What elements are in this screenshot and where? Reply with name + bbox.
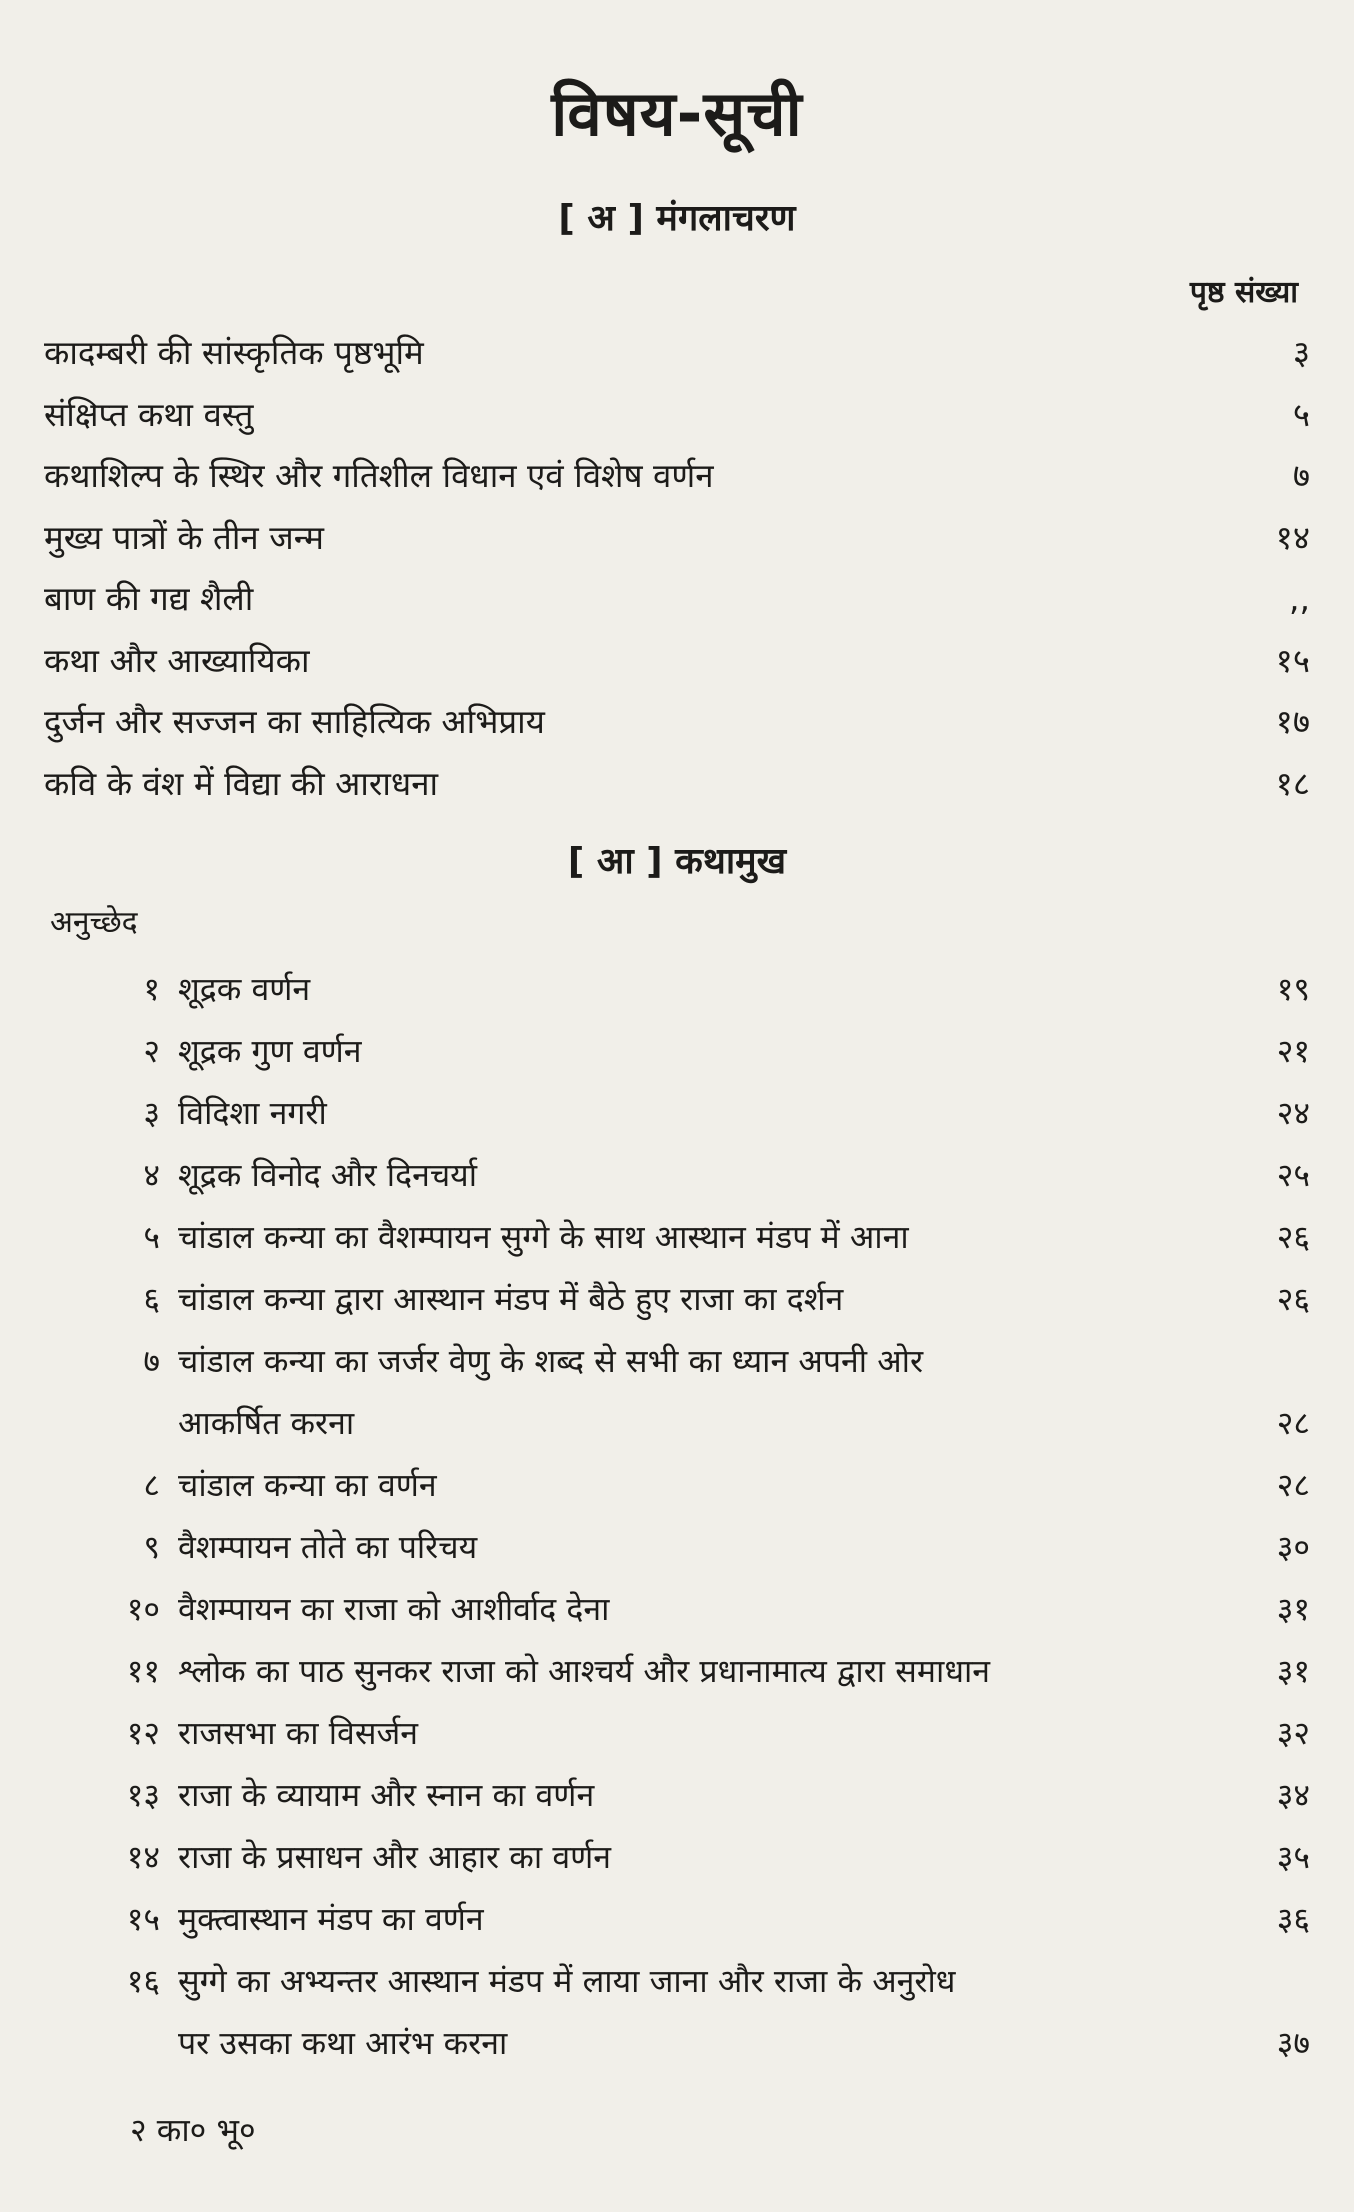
toc-paragraph-entry: [0, 1332, 1354, 1390]
paragraph-number: ८: [143, 1466, 160, 1504]
toc-entry-page: ७: [1292, 456, 1310, 495]
toc-entry-page: १९: [1276, 970, 1310, 1008]
toc-paragraph-entry: [0, 1456, 1354, 1514]
toc-paragraph-entry: [0, 1022, 1354, 1080]
toc-entry-page: ,,: [1289, 579, 1310, 618]
toc-paragraph-entry: [0, 1146, 1354, 1204]
toc-entry-page: ३४: [1276, 1776, 1310, 1814]
toc-entry-label: राजा के प्रसाधन और आहार का वर्णन: [178, 1838, 612, 1876]
toc-entry: [44, 387, 1310, 443]
toc-paragraph-entry: [0, 1890, 1354, 1948]
toc-entry-page: ३६: [1276, 1900, 1310, 1938]
toc-paragraph-entry: [0, 1084, 1354, 1142]
paragraph-number: ३: [143, 1094, 160, 1132]
paragraph-number: ७: [143, 1342, 160, 1380]
toc-entry-page: १७: [1275, 702, 1310, 741]
toc-entry: [44, 571, 1310, 627]
toc-entry-page: २८: [1276, 1404, 1310, 1442]
toc-paragraph-entry: [0, 1518, 1354, 1576]
toc-entry-page: १५: [1275, 640, 1310, 680]
toc-entry-page: २६: [1276, 1280, 1310, 1318]
toc-entry-label: दुर्जन और सज्जन का साहित्यिक अभिप्राय: [44, 702, 545, 741]
toc-entry-label: वैशम्पायन तोते का परिचय: [178, 1528, 478, 1566]
toc-paragraph-entry: [0, 1642, 1354, 1700]
toc-paragraph-entry: [0, 1580, 1354, 1638]
toc-paragraph-entry: [0, 1270, 1354, 1328]
page-title: विषय-सूची: [551, 77, 803, 150]
toc-entry: [44, 633, 1310, 689]
toc-entry-page: ३५: [1276, 1838, 1310, 1876]
toc-entry: [44, 694, 1310, 750]
toc-entry-label: कथा और आख्यायिका: [44, 640, 310, 680]
paragraph-number: ५: [143, 1218, 160, 1256]
toc-entry-label: चांडाल कन्या द्वारा आस्थान मंडप में बैठे हुए राजा का दर्शन: [178, 1280, 844, 1318]
toc-paragraph-entry: [0, 1828, 1354, 1886]
toc-entry-label: शूद्रक वर्णन: [178, 970, 311, 1008]
toc-entry-label: कवि के वंश में विद्या की आराधना: [44, 763, 439, 803]
anuchhed-label: अनुच्छेद: [50, 905, 138, 940]
page-number-heading: पृष्ठ संख्या: [1189, 275, 1298, 310]
toc-entry-label: विदिशा नगरी: [178, 1094, 327, 1132]
toc-entry-page: १४: [1275, 517, 1310, 557]
paragraph-number: १३: [126, 1776, 160, 1814]
toc-entry-label: श्लोक का पाठ सुनकर राजा को आश्चर्य और प्रधानामात्य द्वारा समाधान: [178, 1652, 991, 1690]
toc-entry-page: ३०: [1276, 1528, 1310, 1566]
toc-entry-label: शूद्रक विनोद और दिनचर्या: [178, 1156, 477, 1194]
toc-entry: [44, 325, 1310, 381]
toc-entry-label: राजा के व्यायाम और स्नान का वर्णन: [178, 1776, 595, 1814]
toc-paragraph-entry: [0, 960, 1354, 1018]
toc-entry-page: ३२: [1276, 1714, 1310, 1752]
toc-entry: [44, 510, 1310, 566]
toc-entry-page: २४: [1276, 1094, 1310, 1132]
toc-entry-page: ५: [1292, 394, 1310, 434]
toc-entry-label: सुग्गे का अभ्यन्तर आस्थान मंडप में लाया जाना और राजा के अनुरोध: [178, 1962, 956, 2000]
toc-entry-label: संक्षिप्त कथा वस्तु: [44, 394, 254, 434]
paragraph-number: १: [143, 970, 160, 1008]
toc-entry-page: ३: [1292, 333, 1310, 372]
paragraph-number: २: [143, 1032, 160, 1070]
toc-entry-page: २१: [1276, 1032, 1310, 1070]
toc-paragraph-entry: [0, 2014, 1354, 2072]
toc-entry-label: राजसभा का विसर्जन: [178, 1714, 418, 1752]
toc-paragraph-entry: [0, 1952, 1354, 2010]
toc-entry-label: कथाशिल्प के स्थिर और गतिशील विधान एवं विशेष वर्णन: [44, 456, 714, 495]
toc-entry-label: चांडाल कन्या का जर्जर वेणु के शब्द से सभी का ध्यान अपनी ओर: [178, 1342, 924, 1380]
toc-entry-page: १८: [1275, 763, 1310, 803]
paragraph-number: १६: [126, 1962, 160, 2000]
section-aa-heading: [ आ ] कथामुख: [567, 841, 787, 882]
toc-entry-page: २५: [1276, 1156, 1310, 1194]
toc-entry-label: बाण की गद्य शैली: [44, 579, 254, 618]
toc-entry-label: मुख्य पात्रों के तीन जन्म: [44, 517, 324, 557]
toc-entry: [44, 448, 1310, 504]
toc-paragraph-entry: [0, 1394, 1354, 1452]
toc-entry-label: शूद्रक गुण वर्णन: [178, 1032, 362, 1070]
paragraph-number: ४: [143, 1156, 160, 1194]
toc-entry-label: वैशम्पायन का राजा को आशीर्वाद देना: [178, 1590, 610, 1628]
toc-entry-page: २६: [1276, 1218, 1310, 1256]
toc-entry-label: मुक्त्वास्थान मंडप का वर्णन: [178, 1900, 484, 1938]
toc-paragraph-entry: [0, 1704, 1354, 1762]
toc-paragraph-entry: [0, 1766, 1354, 1824]
toc-entry-label: पर उसका कथा आरंभ करना: [178, 2024, 508, 2062]
toc-entry-label: चांडाल कन्या का वर्णन: [178, 1466, 437, 1504]
section-a-heading: [ अ ] मंगलाचरण: [558, 198, 796, 239]
toc-entry-page: ३७: [1276, 2024, 1310, 2062]
paragraph-number: ९: [143, 1528, 160, 1566]
paragraph-number: १५: [126, 1900, 160, 1938]
paragraph-number: १२: [126, 1714, 160, 1752]
toc-paragraph-entry: [0, 1208, 1354, 1266]
paragraph-number: ११: [126, 1652, 160, 1690]
toc-entry-page: ३१: [1276, 1652, 1310, 1690]
paragraph-number: १०: [126, 1590, 160, 1628]
paragraph-number: ६: [143, 1280, 160, 1318]
toc-entry-label: आकर्षित करना: [178, 1404, 355, 1442]
toc-entry: [44, 756, 1310, 812]
paragraph-number: १४: [126, 1838, 160, 1876]
toc-entry-label: चांडाल कन्या का वैशम्पायन सुग्गे के साथ आस्थान मंडप में आना: [178, 1218, 909, 1256]
toc-entry-page: ३१: [1276, 1590, 1310, 1628]
page-footer: २ का० भू०: [130, 2111, 256, 2149]
toc-entry-label: कादम्बरी की सांस्कृतिक पृष्ठभूमि: [44, 333, 424, 372]
toc-entry-page: २८: [1276, 1466, 1310, 1504]
